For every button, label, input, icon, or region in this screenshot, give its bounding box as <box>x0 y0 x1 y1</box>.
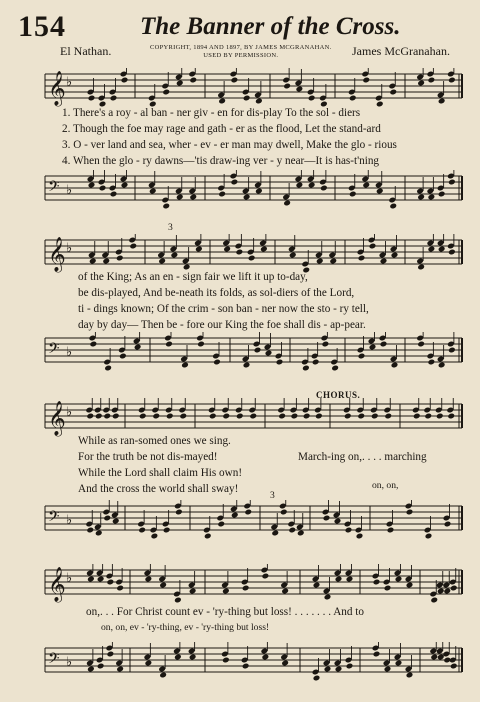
system-3-bass-staff <box>0 500 480 540</box>
copyright-line-1: COPYRIGHT, 1894 AND 1897, BY JAMES MCGRANAHAN. <box>150 44 332 51</box>
refrain-upper-1: March-ing on,. . . . marching <box>298 451 427 463</box>
svg-text:𝄞: 𝄞 <box>48 71 66 106</box>
system-4-bass-staff <box>0 642 480 682</box>
chorus-label: CHORUS. <box>316 390 361 400</box>
hymn-number: 154 <box>18 10 66 43</box>
verse-4-line-3: And the cross the world shall sway! <box>78 483 239 495</box>
svg-text:♭: ♭ <box>66 571 73 586</box>
lyricist-credit: El Nathan. <box>60 44 112 58</box>
svg-text:♭: ♭ <box>66 241 73 256</box>
svg-text:♭: ♭ <box>66 405 73 420</box>
svg-text:♭: ♭ <box>66 75 73 90</box>
system-3-treble-staff <box>0 398 480 438</box>
svg-text:♭: ♭ <box>66 345 73 360</box>
composer-credit: James McGranahan. <box>352 44 450 58</box>
svg-text:𝄢: 𝄢 <box>48 178 60 199</box>
svg-text:𝄞: 𝄞 <box>48 401 66 436</box>
system-2-bass-staff <box>0 332 480 372</box>
verse-1-line-3: While as ran-somed ones we sing. <box>78 435 231 447</box>
system-4-treble-staff <box>0 564 480 604</box>
system-1-treble-staff <box>0 68 480 108</box>
hymn-title: The Banner of the Cross. <box>140 13 401 40</box>
verse-1-line-2: of the King; As an en - sign fair we lift it up to-day, <box>78 271 308 283</box>
svg-text:♭: ♭ <box>66 513 73 528</box>
system-1-bass-staff <box>0 170 480 210</box>
svg-text:𝄞: 𝄞 <box>48 237 66 272</box>
triplet-mark-2: 3 <box>270 490 275 501</box>
verse-2-line-1: 2. Though the foe may rage and gath - er as the flood, Let the stand-ard <box>62 123 381 135</box>
svg-text:𝄞: 𝄞 <box>48 567 66 602</box>
svg-text:♭: ♭ <box>66 183 73 198</box>
verse-3-line-3: While the Lord shall claim His own! <box>78 467 243 479</box>
svg-text:𝄢: 𝄢 <box>48 650 60 671</box>
verse-2-line-2: be dis-played, And be-neath its folds, as sol-diers of the Lord, <box>78 287 355 299</box>
verse-4-line-2: day by day— Then be - fore our King the foe shall dis - ap-pear. <box>78 319 366 331</box>
verse-4-line-1: 4. When the glo - ry dawns—'tis draw-ing ver - y near—It is has-t'ning <box>62 155 380 167</box>
svg-text:𝄢: 𝄢 <box>48 340 60 361</box>
verse-1-line-1: 1. There's a roy - al ban - ner giv - en for dis-play To the sol - diers <box>62 107 361 119</box>
verse-3-line-1: 3. O - ver land and sea, wher - ev - er man may dwell, Make the glo - rious <box>62 139 397 151</box>
copyright-notice <box>150 44 332 60</box>
refrain-lower-1: on, on, <box>372 480 399 491</box>
svg-text:𝄢: 𝄢 <box>48 508 60 529</box>
refrain-lower-2: on, on, ev - 'ry-thing, ev - 'ry-thing but loss! <box>101 622 270 633</box>
refrain-upper-2: on,. . . For Christ count ev - 'ry-thing but loss! . . . . . . . And to <box>86 606 364 618</box>
verse-3-line-2: ti - dings known; Of the crim - son ban - ner now the sto - ry tell, <box>78 303 369 315</box>
triplet-mark-1: 3 <box>168 222 173 233</box>
copyright-line-2: USED BY PERMISSION. <box>203 52 279 59</box>
system-2-treble-staff <box>0 234 480 274</box>
verse-2-line-3: For the truth be not dis-mayed! <box>78 451 218 463</box>
svg-text:♭: ♭ <box>66 655 73 670</box>
